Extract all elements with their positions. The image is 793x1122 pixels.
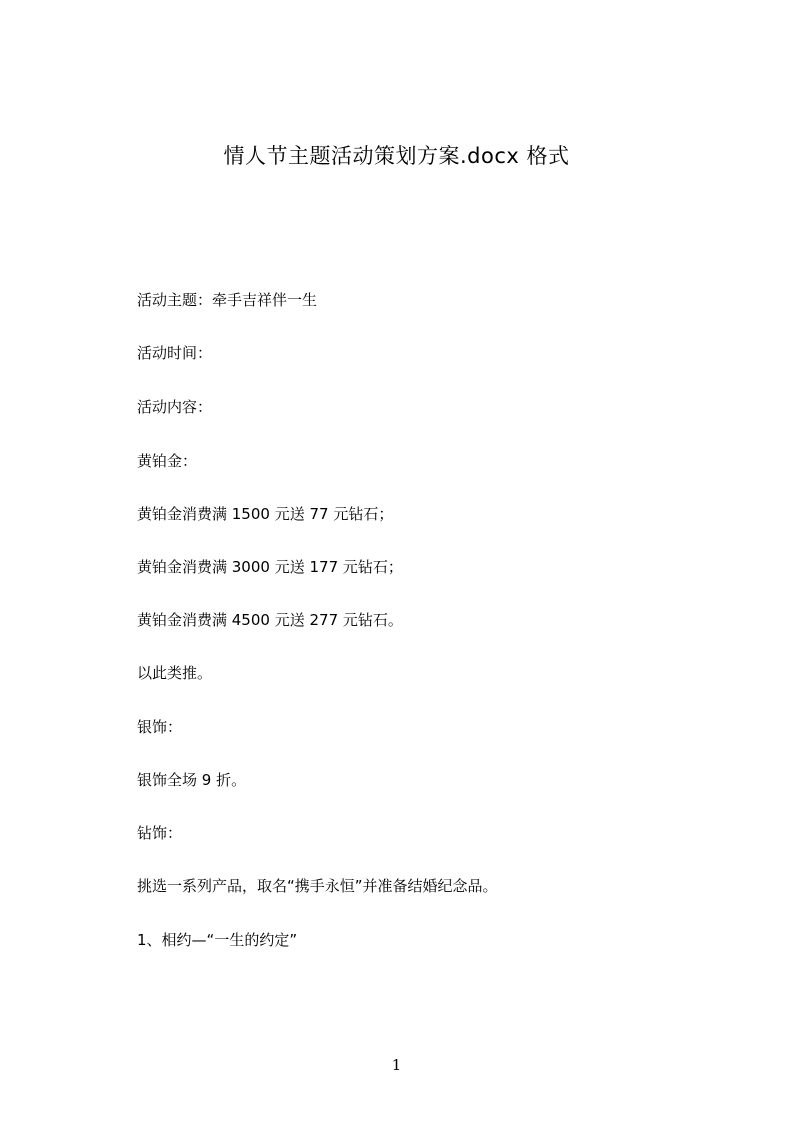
paragraph-platinum-offer-2: 黄铂金消费满 3000 元送 177 元钻石；: [137, 558, 403, 576]
paragraph-diamond-heading: 钻饰：: [137, 824, 183, 842]
document-title: 情人节主题活动策划方案.docx 格式: [223, 144, 570, 168]
paragraph-platinum-offer-1: 黄铂金消费满 1500 元送 77 元钻石；: [137, 505, 394, 523]
paragraph-theme: 活动主题：牵手吉祥伴一生: [137, 291, 318, 309]
paragraph-silver-offer: 银饰全场 9 折。: [137, 771, 247, 789]
paragraph-time: 活动时间：: [137, 344, 213, 362]
page-number: 1: [391, 1056, 402, 1074]
paragraph-platinum-offer-3: 黄铂金消费满 4500 元送 277 元钻石。: [137, 611, 403, 629]
paragraph-silver-heading: 银饰：: [137, 718, 183, 736]
paragraph-platinum-heading: 黄铂金：: [137, 452, 198, 470]
paragraph-and-so-on: 以此类推。: [137, 664, 213, 682]
paragraph-diamond-offer: 挑选一系列产品，取名“携手永恒”并准备结婚纪念品。: [137, 877, 498, 895]
paragraph-content: 活动内容：: [137, 398, 213, 416]
paragraph-section-1: 1、相约—“一生的约定”: [137, 931, 298, 949]
